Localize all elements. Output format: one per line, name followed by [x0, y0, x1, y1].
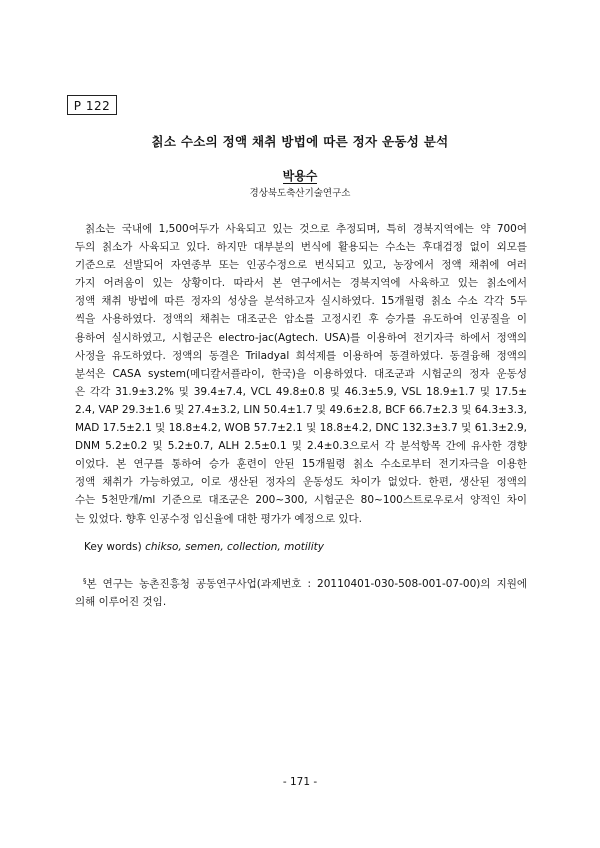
- author-name: 박용수: [282, 169, 318, 183]
- abstract-line: 수는 5천만개/ml 기준으로 대조군은 200~300, 시험군은 80~100스트로우로서 양적인 차이: [75, 494, 527, 507]
- affiliation: 경상북도축산기술연구소: [249, 188, 351, 199]
- abstract-line: 은 각각 31.9±3.2% 및 39.4±7.4, VCL 49.8±0.8 및 46.3±5.9, VSL 18.9±1.7 및 17.5±: [75, 385, 527, 398]
- abstract-line: DNM 5.2±0.2 및 5.2±0.7, ALH 2.5±0.1 및 2.4±0.3으로서 각 분석항목 간에 유사한 경향: [75, 440, 527, 453]
- abstract-line: 두의 칡소가 사육되고 있다. 하지만 대부분의 번식에 활용되는 수소는 후대검정 없이 외모를: [75, 241, 527, 254]
- abstract-line: 용하여 실시하였고, 시험군은 electro-jac(Agtech. USA)를 이용하여 전기자극 하에서 정액의: [75, 331, 527, 344]
- abstract-line: 2.4, VAP 29.3±1.6 및 27.4±3.2, LIN 50.4±1.7 및 49.6±2.8, BCF 66.7±2.3 및 64.3±3.3,: [75, 403, 527, 416]
- keywords-values: chikso, semen, collection, motility: [145, 541, 324, 553]
- abstract-line: 기준으로 선발되어 자연종부 또는 인공수정으로 번식되고 있고, 농장에서 정액 채취에 여러: [75, 259, 527, 272]
- abstract-line: 씩을 사용하였다. 정액의 채취는 대조군은 암소를 고정시킨 후 승가를 유도하여 인공질을 이: [75, 313, 527, 326]
- abstract-line: 칡소는 국내에 1,500여두가 사육되고 있는 것으로 추정되며, 특히 경북지역에는 약 700여: [85, 223, 527, 235]
- keywords-label: Key words): [84, 541, 142, 553]
- abstract-line: 이었다. 본 연구를 통하여 승가 훈련이 안된 15개월령 칡소 수소로부터 전기자극을 이용한: [75, 458, 527, 471]
- funding-line: 의해 이루어진 것임.: [75, 596, 167, 608]
- abstract-line: 사정을 유도하였다. 정액의 동결은 Triladyal 희석제를 이용하여 동결하였다. 동결융해 정액의: [75, 349, 527, 362]
- page-number: - 171 -: [282, 776, 318, 788]
- paper-title: 칡소 수소의 정액 채취 방법에 따른 정자 운동성 분석: [151, 134, 449, 149]
- keywords: [84, 541, 324, 553]
- abstract: [75, 220, 527, 528]
- abstract-line: 가지 어려움이 있는 상황이다. 따라서 본 연구에서는 경북지역에 사육하고 있는 칡소에서: [75, 277, 527, 290]
- abstract-line: MAD 17.5±2.1 및 18.8±4.2, WOB 57.7±2.1 및 18.8±4.2, DNC 132.3±3.7 및 61.3±2.9,: [75, 422, 527, 435]
- abstract-line: 정액 채취가 가능하였고, 이로 생산된 정자의 운동성도 차이가 없었다. 한편, 생산된 정액의: [75, 476, 527, 489]
- page-code-box: P 122: [67, 95, 117, 115]
- funding-mark: §: [83, 577, 87, 585]
- funding-line: [75, 572, 527, 593]
- funding-text: 본 연구는 농촌진흥청 공동연구사업(과제번호 : 20110401-030-508-001-07-00)의 지원에: [86, 578, 527, 590]
- abstract-line: 정액 채취 방법에 따른 정자의 성상을 분석하고자 실시하였다. 15개월령 칡소 수소 각각 5두: [75, 295, 527, 308]
- abstract-line: 분석은 CASA system(메디칼서플라이, 한국)을 이용하였다. 대조군과 시험군의 정자 운동성: [75, 367, 527, 380]
- author: [0, 167, 600, 184]
- funding-note: [75, 572, 527, 611]
- abstract-line: 는 있었다. 향후 인공수정 임신율에 대한 평가가 예정으로 있다.: [75, 512, 362, 525]
